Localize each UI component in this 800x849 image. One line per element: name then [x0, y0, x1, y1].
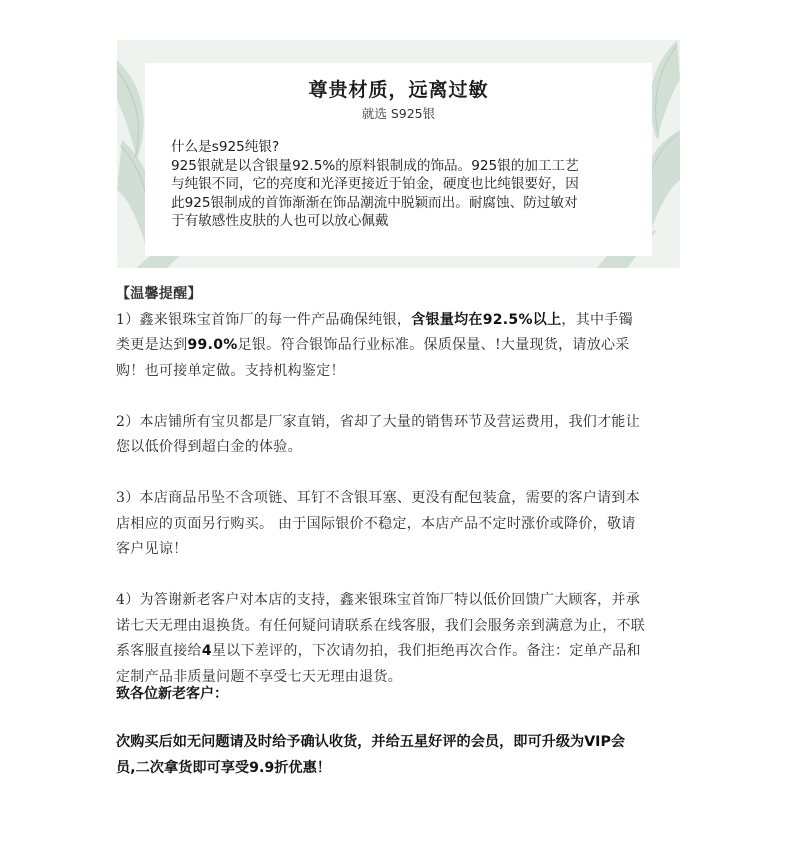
- banner-subtitle: 就选 S925银: [361, 106, 436, 121]
- notice-text: 类更是达到: [116, 337, 188, 353]
- notice-heading: 【温馨提醒】: [116, 286, 202, 302]
- banner-body-line: 此925银制成的首饰渐渐在饰品潮流中脱颖而出。耐腐蚀、防过敏对: [171, 194, 578, 211]
- notice-highlight: 含银量均在92.5%以上: [411, 311, 562, 328]
- notice-paragraph-2: [116, 410, 706, 461]
- banner-title: 尊贵材质，远离过敏: [308, 79, 489, 101]
- banner-body-line: 925银就是以含银量92.5%的原料银制成的饰品。925银的加工工艺: [171, 157, 579, 174]
- notice-line: [116, 333, 706, 359]
- notice-line: 您以低价得到超白金的体验。: [116, 439, 302, 455]
- notice-paragraph-1: [116, 308, 706, 385]
- promo-line: 员,二次拿货即可享受9.9折优惠！: [116, 760, 331, 776]
- notice-line: 3）本店商品吊坠不含项链、耳钉不含银耳塞、更没有配包装盒，需要的客户请到本: [116, 490, 641, 506]
- notice-highlight: 4: [201, 643, 212, 659]
- banner-description: [171, 138, 646, 231]
- notice-paragraph-4: [116, 588, 706, 690]
- notice-line: 4）为答谢新老客户对本店的支持，鑫来银珠宝首饰厂特以低价回馈广大顾客，并承: [116, 592, 641, 608]
- notice-line: 购！也可接单定做。支持机构鉴定！: [116, 362, 345, 379]
- banner-body-line: 与纯银不同，它的亮度和光泽更接近于铂金，硬度也比纯银要好，因: [171, 176, 579, 193]
- promo-line: 次购买后如无问题请及时给予确认收货，并给五星好评的会员，即可升级为VIP会: [116, 734, 626, 750]
- notice-text: 星以下差评的，下次请勿拍，我们拒绝再次合作。备注：定单产品和: [211, 643, 641, 659]
- notice-text: 足银。符合银饰品行业标准。保质保量、!大量现货，请放心采: [237, 337, 630, 353]
- vip-promotion: [116, 729, 706, 781]
- notice-text: 1）鑫来银珠宝首饰厂的每一件产品确保纯银，: [116, 311, 412, 328]
- notice-line: 定制产品非质量问题不享受七天无理由退货。: [116, 668, 402, 685]
- banner-body-line: 于有敏感性皮肤的人也可以放心佩戴: [171, 213, 389, 230]
- notice-text: 系客服直接给: [116, 643, 202, 659]
- banner-question: 什么是s925纯银?: [171, 139, 280, 155]
- customer-greeting: 致各位新老客户：: [116, 686, 228, 702]
- banner-card: [145, 63, 652, 256]
- notice-line: 客户见谅！: [116, 541, 188, 557]
- notice-line: [116, 639, 706, 665]
- notice-line: 2）本店铺所有宝贝都是厂家直销，省却了大量的销售环节及营运费用，我们才能让: [116, 413, 641, 430]
- notice-section: [116, 282, 706, 690]
- notice-line: 店相应的页面另行购买。 由于国际银价不稳定，本店产品不定时涨价或降价，敬请: [116, 515, 636, 532]
- notice-highlight: 99.0%: [187, 337, 238, 353]
- notice-text: ，其中手镯: [561, 311, 633, 328]
- notice-line: 诺七天无理由退换货。有任何疑问请联系在线客服，我们会服务亲到满意为止，不联: [116, 617, 646, 634]
- material-banner: [117, 40, 680, 268]
- notice-line: [116, 308, 706, 334]
- notice-paragraph-3: [116, 486, 706, 563]
